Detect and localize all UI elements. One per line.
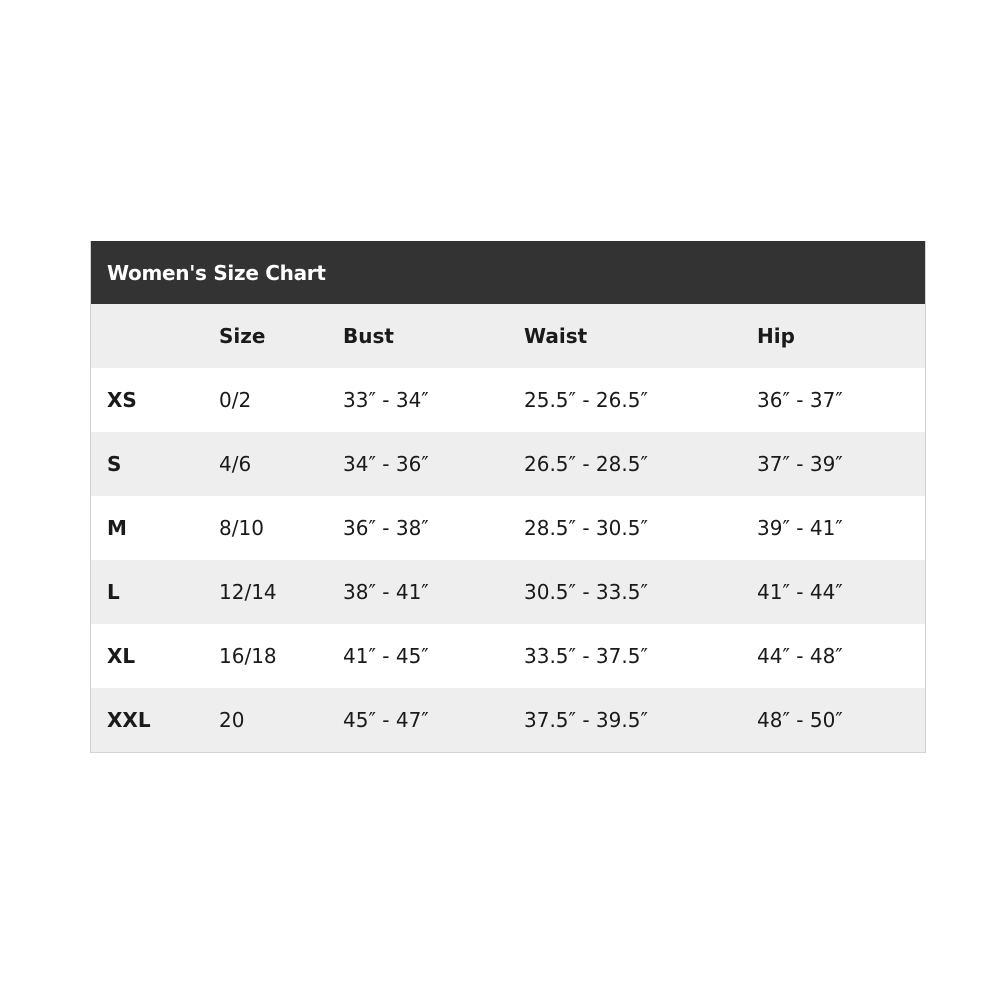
waist-cell: 26.5″ - 28.5″ xyxy=(524,452,648,476)
header-row xyxy=(91,304,925,368)
bust-cell: 41″ - 45″ xyxy=(343,644,429,668)
waist-cell: 25.5″ - 26.5″ xyxy=(524,388,648,412)
size-cell: 4/6 xyxy=(219,452,252,476)
size-cell: 16/18 xyxy=(219,644,277,668)
table-row xyxy=(91,624,925,688)
hip-cell: 44″ - 48″ xyxy=(757,644,843,668)
bust-cell: 45″ - 47″ xyxy=(343,708,429,732)
title-bar xyxy=(91,241,925,304)
bust-cell: 34″ - 36″ xyxy=(343,452,429,476)
column-header-size: Size xyxy=(219,324,266,348)
column-header-waist: Waist xyxy=(524,324,588,348)
bust-cell: 36″ - 38″ xyxy=(343,516,429,540)
chart-title: Women's Size Chart xyxy=(107,260,326,285)
bust-cell: 33″ - 34″ xyxy=(343,388,429,412)
column-header-hip: Hip xyxy=(757,324,795,348)
size-label-cell: M xyxy=(107,516,127,540)
column-header-label xyxy=(91,304,219,368)
hip-cell: 48″ - 50″ xyxy=(757,708,843,732)
size-label-cell: S xyxy=(107,452,122,476)
size-table xyxy=(91,304,925,752)
size-label-cell: XL xyxy=(107,644,136,668)
waist-cell: 28.5″ - 30.5″ xyxy=(524,516,648,540)
size-label-cell: XS xyxy=(107,388,137,412)
hip-cell: 41″ - 44″ xyxy=(757,580,843,604)
table-row xyxy=(91,560,925,624)
waist-cell: 37.5″ - 39.5″ xyxy=(524,708,648,732)
table-row xyxy=(91,688,925,752)
waist-cell: 30.5″ - 33.5″ xyxy=(524,580,648,604)
bust-cell: 38″ - 41″ xyxy=(343,580,429,604)
column-header-bust: Bust xyxy=(343,324,394,348)
size-cell: 8/10 xyxy=(219,516,264,540)
table-row xyxy=(91,432,925,496)
size-cell: 12/14 xyxy=(219,580,277,604)
size-label-cell: L xyxy=(107,580,120,604)
table-row xyxy=(91,496,925,560)
size-label-cell: XXL xyxy=(107,708,151,732)
table-row xyxy=(91,368,925,432)
hip-cell: 36″ - 37″ xyxy=(757,388,843,412)
waist-cell: 33.5″ - 37.5″ xyxy=(524,644,648,668)
size-cell: 0/2 xyxy=(219,388,252,412)
hip-cell: 39″ - 41″ xyxy=(757,516,843,540)
size-cell: 20 xyxy=(219,708,245,732)
size-chart xyxy=(90,241,926,753)
hip-cell: 37″ - 39″ xyxy=(757,452,843,476)
